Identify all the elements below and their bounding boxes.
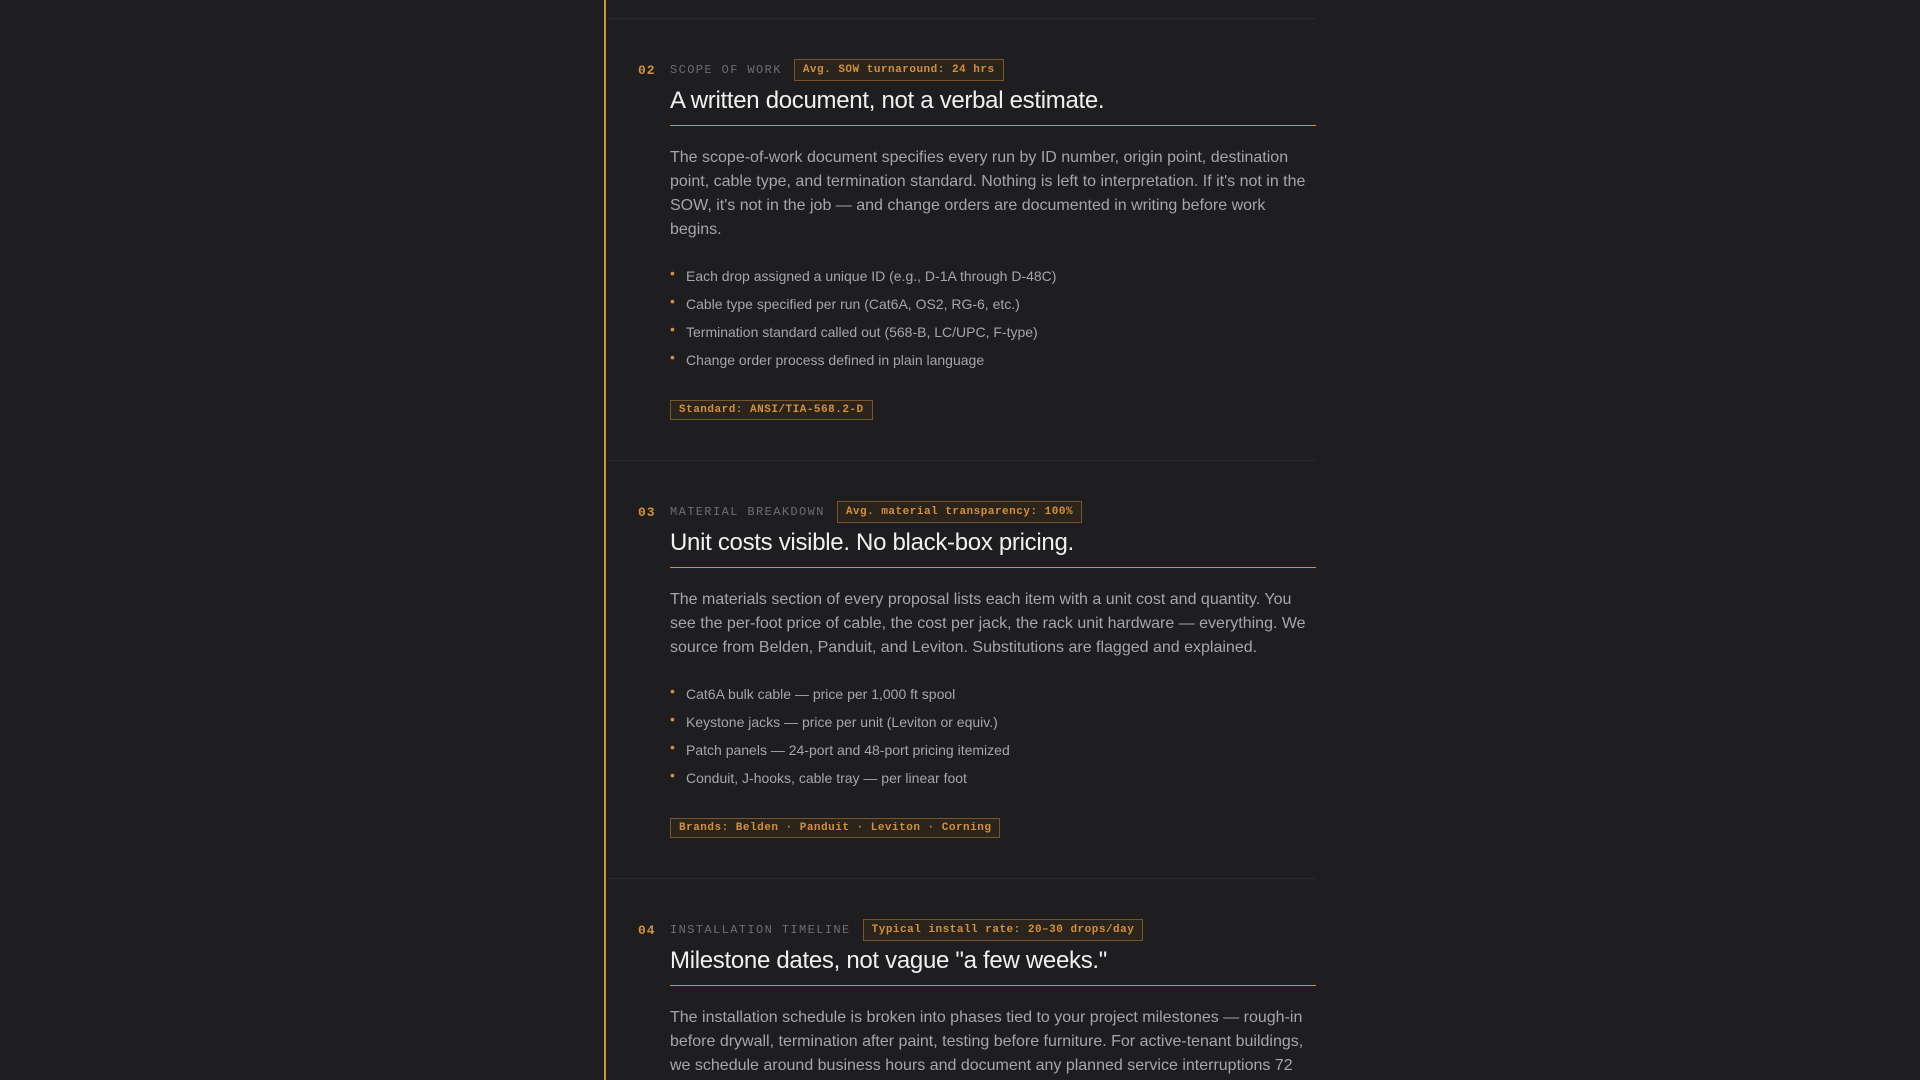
bullet-icon: • bbox=[670, 683, 675, 699]
list-item bbox=[670, 764, 1316, 792]
section-number: 04 bbox=[638, 922, 656, 938]
bullet-icon: • bbox=[670, 293, 675, 309]
list-item-text: Cable type specified per run (Cat6A, OS2, RG-6, etc.) bbox=[686, 296, 1020, 312]
standard-tag: Standard: ANSI/TIA-568.2-D bbox=[670, 400, 873, 420]
brands-tag: Brands: Belden · Panduit · Leviton · Corning bbox=[670, 818, 1000, 838]
process-column bbox=[606, 0, 1316, 1078]
list-item-text: Cat6A bulk cable — price per 1,000 ft spool bbox=[686, 686, 956, 702]
section-header bbox=[638, 501, 1316, 523]
section-number: 03 bbox=[638, 504, 656, 520]
list-item bbox=[670, 290, 1316, 318]
list-item-text: Keystone jacks — price per unit (Leviton or equiv.) bbox=[686, 714, 998, 730]
section-heading: A written document, not a verbal estimate. bbox=[670, 87, 1316, 126]
bullet-icon: • bbox=[670, 739, 675, 755]
section-number: 02 bbox=[638, 62, 656, 78]
bullet-icon: • bbox=[670, 321, 675, 337]
section-divider bbox=[606, 460, 1316, 461]
section-body: The materials section of every proposal lists each item with a unit cost and quantity. You see the per-foot price of cable, the cost per jack, the rack unit hardware — everything. We source from Belden, Panduit, and Leviton. Substitutions are flagged and explained. bbox=[670, 591, 1306, 656]
section-body: The installation schedule is broken into phases tied to your project milestones — rough-in before drywall, termination after paint, testing before furniture. For active-tenant buildings, we schedule around business hours and document any planned service interruptions 72 bbox=[670, 1009, 1304, 1074]
bullet-icon: • bbox=[670, 349, 675, 365]
list-item-text: Patch panels — 24-port and 48-port pricing itemized bbox=[686, 742, 1010, 758]
bullet-icon: • bbox=[670, 711, 675, 727]
section-header bbox=[638, 59, 1316, 81]
bullet-list bbox=[670, 680, 1316, 792]
list-item bbox=[670, 708, 1316, 736]
list-item bbox=[670, 680, 1316, 708]
list-item bbox=[670, 736, 1316, 764]
list-item-text: Conduit, J-hooks, cable tray — per linear foot bbox=[686, 770, 967, 786]
section-header bbox=[638, 919, 1316, 941]
list-item bbox=[670, 318, 1316, 346]
list-item bbox=[670, 262, 1316, 290]
stat-badge: Typical install rate: 20–30 drops/day bbox=[863, 919, 1144, 941]
list-item bbox=[670, 346, 1316, 374]
list-item-text: Each drop assigned a unique ID (e.g., D-1A through D-48C) bbox=[686, 268, 1057, 284]
section-body: The scope-of-work document specifies every run by ID number, origin point, destination point, cable type, and termination standard. Nothing is left to interpretation. If it's not in the SOW, it's not in the job — and change orders are documented in writing before work begins. bbox=[670, 149, 1306, 238]
section-eyebrow: MATERIAL BREAKDOWN bbox=[670, 505, 825, 519]
section-eyebrow: INSTALLATION TIMELINE bbox=[670, 923, 851, 937]
section-installation-timeline bbox=[606, 919, 1316, 1078]
section-divider bbox=[606, 18, 1316, 19]
list-item-text: Change order process defined in plain language bbox=[686, 352, 985, 368]
list-item-text: Termination standard called out (568-B, LC/UPC, F-type) bbox=[686, 324, 1038, 340]
section-scope-of-work bbox=[606, 59, 1316, 420]
section-divider bbox=[606, 878, 1316, 879]
section-eyebrow: SCOPE OF WORK bbox=[670, 63, 782, 77]
bullet-icon: • bbox=[670, 767, 675, 783]
section-material-breakdown bbox=[606, 501, 1316, 838]
bullet-list bbox=[670, 262, 1316, 374]
bullet-icon: • bbox=[670, 265, 675, 281]
section-heading: Milestone dates, not vague "a few weeks." bbox=[670, 947, 1316, 986]
stat-badge: Avg. SOW turnaround: 24 hrs bbox=[794, 59, 1004, 81]
stat-badge: Avg. material transparency: 100% bbox=[837, 501, 1082, 523]
section-heading: Unit costs visible. No black-box pricing. bbox=[670, 529, 1316, 568]
